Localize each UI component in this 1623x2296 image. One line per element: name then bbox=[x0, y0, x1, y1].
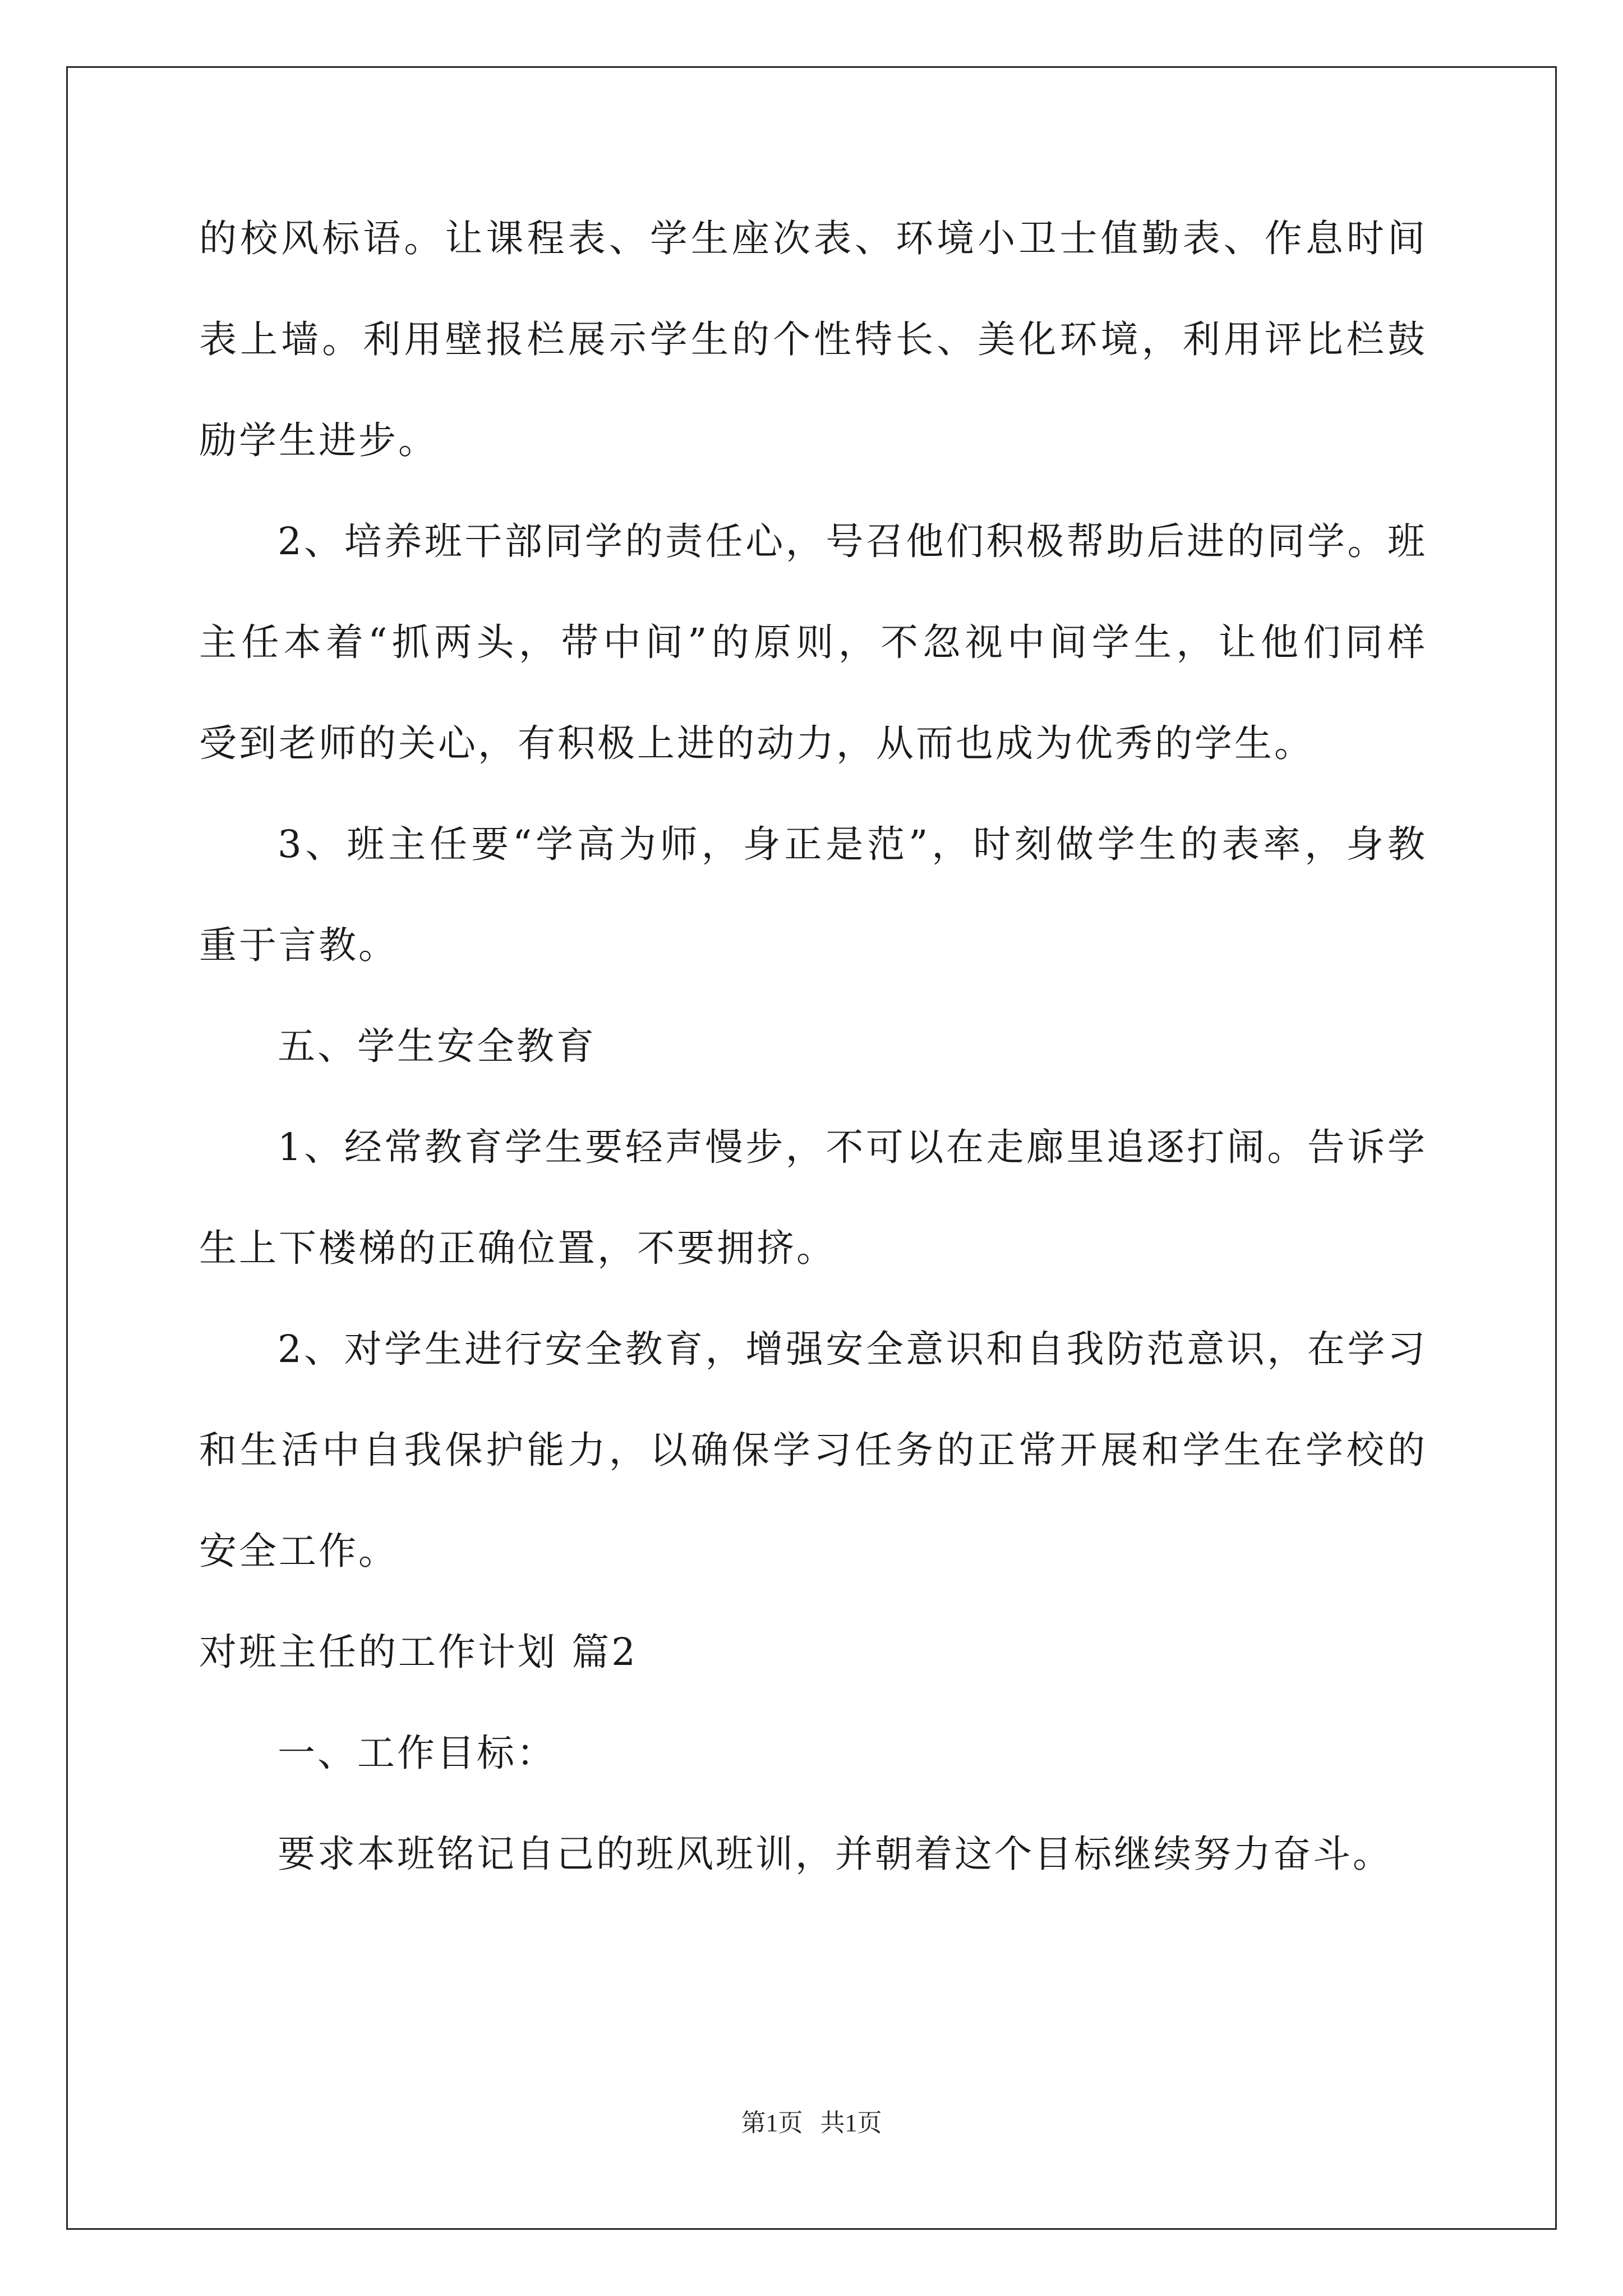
paragraph-line: 和生活中自我保护能力，以确保学习任务的正常开展和学生在学校的 bbox=[199, 1428, 1427, 1472]
paragraph-line: 3、班主任要“学高为师，身正是范”，时刻做学生的表率，身教 bbox=[278, 822, 1427, 866]
paragraph-line: 2、对学生进行安全教育，增强安全意识和自我防范意识，在学习 bbox=[278, 1327, 1427, 1371]
document-body bbox=[199, 213, 1427, 1879]
paragraph-line: 要求本班铭记自己的班风班训，并朝着这个目标继续努力奋斗。 bbox=[278, 1832, 1393, 1876]
article-title: 对班主任的工作计划 篇2 bbox=[199, 1630, 638, 1674]
paragraph-line: 主任本着“抓两头，带中间”的原则，不忽视中间学生，让他们同样 bbox=[199, 620, 1427, 664]
page-number-total: 共1页 bbox=[820, 2109, 882, 2137]
paragraph-line: 安全工作。 bbox=[199, 1529, 398, 1573]
section-heading: 一、工作目标： bbox=[278, 1731, 556, 1775]
page-footer bbox=[0, 2102, 1623, 2138]
paragraph-line: 生上下楼梯的正确位置，不要拥挤。 bbox=[199, 1226, 836, 1270]
paragraph-line: 1、经常教育学生要轻声慢步，不可以在走廊里追逐打闹。告诉学 bbox=[278, 1125, 1427, 1169]
paragraph-line: 重于言教。 bbox=[199, 923, 398, 967]
page-number-current: 第1页 bbox=[741, 2109, 803, 2137]
paragraph-line: 2、培养班干部同学的责任心，号召他们积极帮助后进的同学。班 bbox=[278, 519, 1427, 563]
section-heading: 五、学生安全教育 bbox=[278, 1024, 596, 1068]
paragraph-line: 受到老师的关心，有积极上进的动力，从而也成为优秀的学生。 bbox=[199, 721, 1314, 765]
paragraph-line: 励学生进步。 bbox=[199, 418, 438, 462]
paragraph-line: 表上墙。利用壁报栏展示学生的个性特长、美化环境，利用评比栏鼓 bbox=[199, 318, 1427, 361]
paragraph-line: 的校风标语。让课程表、学生座次表、环境小卫士值勤表、作息时间 bbox=[199, 217, 1427, 260]
